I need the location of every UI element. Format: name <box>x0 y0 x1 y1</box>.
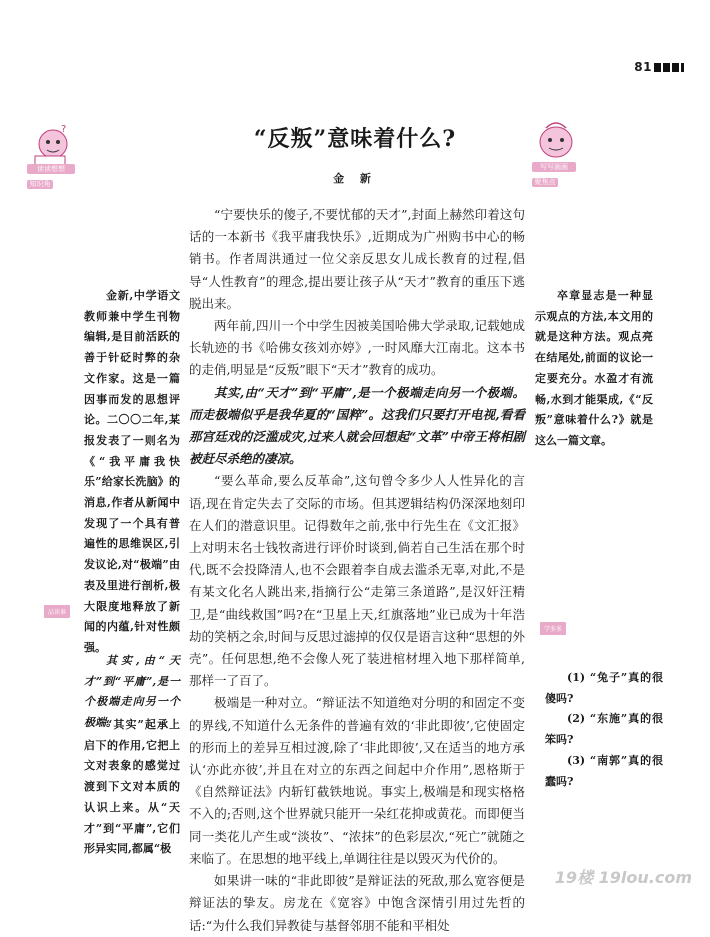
left-quote: 其实,由“天才”到“平庸”,是一个极端走向另一个极端。 <box>84 654 180 730</box>
page-number: 81 <box>634 60 684 74</box>
question-list <box>545 668 663 792</box>
question-item: (2) “东施”真的很笨吗? <box>545 712 663 747</box>
article-author: 金 新 <box>333 172 377 185</box>
watermark-logo: 19楼 19lou.com <box>554 868 692 887</box>
svg-text:?: ? <box>61 124 67 135</box>
question-item: (3) “南郭”真的很蠢吗? <box>545 753 663 788</box>
right-note-tab: 学多多 <box>540 622 566 635</box>
article-title: “反叛”意味着什么? <box>253 126 457 152</box>
paragraph: 两年前,四川一个中学生因被美国哈佛大学录取,记载她成长轨迹的书《哈佛女孩刘亦婷》,一时风靡大江南北。这本书的走俏,明显是“反叛”眼下“天才”教育的成功。 <box>189 318 525 378</box>
right-badge-title: 写写画画 <box>540 163 568 171</box>
paragraph: 其实,由“天才”到“平庸”,是一个极端走向另一个极端。而走极端似乎是我华夏的“国粹”。这我们只要打开电视,看看那宫廷戏的泛滥成灾,过来人就会回想起“文革”中帝王将相剧被赶尽杀绝的凄凉。 <box>189 384 525 467</box>
question-item: (1) “兔子”真的很傻吗? <box>545 671 663 705</box>
paragraph: 极端是一种对立。“辩证法不知道绝对分明的和固定不变的界线,不知道什么无条件的普遍有效的‘非此即彼’,它使固定的形而上的差异互相过渡,除了‘非此即彼’,又在适当的地方承认‘亦此亦彼’,并且在对立的东西之间起中介作用”,恩格斯于《自然辩证法》内斩钉截铁地说。事实上,极端是和现实格格不入的;否则,这个世界就只能开一朵红花抑或黄花。而即便当同一类花儿产生或“淡妆”、“浓抹”的色彩层次,“死亡”就随之来临了。在思想的地平线上,单调往往是以毁灭为代价的。 <box>189 695 525 866</box>
right-side-note: 卒章显志是一种显示观点的方法,本文用的就是这种方法。观点亮在结尾处,前面的议论一定要充分。水盈才有流畅,水到才能渠成,《“反叛”意味着什么?》就是这么一篇文章。 <box>535 289 653 447</box>
right-badge-tag: 聚焦点 <box>534 178 556 186</box>
left-side-note <box>84 286 180 659</box>
author-commentary: 金新,中学语文教师兼中学生刊物编辑,是目前活跃的善于针砭时弊的杂文作家。这是一篇因事而发的思想评论。二〇〇二年,某报发表了一则名为《“我平庸我快乐”给家长洗脑》的消息,作者从新闻中发现了一个具有普遍性的思维误区,引发议论,对“极端”由表及里进行剖析,极大限度地释放了新闻的内蕴,针对性颇强。 <box>84 289 180 654</box>
left-side-note-2: “其实”起承上启下的作用,它把上文对表象的感觉过渡到下文对本质的认识上来。从“天才”到“平庸”,它们形异实同,都属“极 <box>84 718 180 856</box>
paragraph: 如果讲一味的“非此即彼”是辩证法的死敌,那么宽容便是辩证法的挚友。房龙在《宽容》中饱含深情引用过先哲的话:“为什么我们异教徒与基督邻朋不能和平相处 <box>189 873 525 933</box>
paragraph: “宁要快乐的傻子,不要忧郁的天才”,封面上赫然印着这句话的一本新书《我平庸我快乐》,近期成为广州购书中心的畅销书。作者周洪通过一位父亲反思女儿成长教育的过程,倡导“人性教育”的理念,提出要让孩子从“天才”教育的重压下逃脱出来。 <box>189 207 525 311</box>
article-body <box>189 204 525 937</box>
left-note-tab: 品读谁 <box>44 605 70 618</box>
left-badge-tag: 知识角 <box>29 180 51 188</box>
left-badge-title: 读读想想 <box>37 165 65 173</box>
paragraph: “要么革命,要么反革命”,这句曾令多少人人性异化的言语,现在肯定失去了交际的市场。但其逻辑结构仍深深地刻印在人们的潜意识里。记得数年之前,张中行先生在《文汇报》上对明末名士钱牧斋进行评价时谈到,倘若自己生活在那个时代,既不会投降清人,也不会跟着李自成去滥杀无辜,对此,不是有某文化名人跳出来,指摘行公“走第三条道路”,是汉奸汪精卫,是“曲线救国”吗?在“卫星上天,红旗落地”业已成为十年浩劫的笑柄之余,时间与反思过滤掉的仅仅是语言这种“思想的外壳”。任何思想,绝不会像人死了装进棺材埋入地下那样简单,那样一了百了。 <box>189 473 525 689</box>
